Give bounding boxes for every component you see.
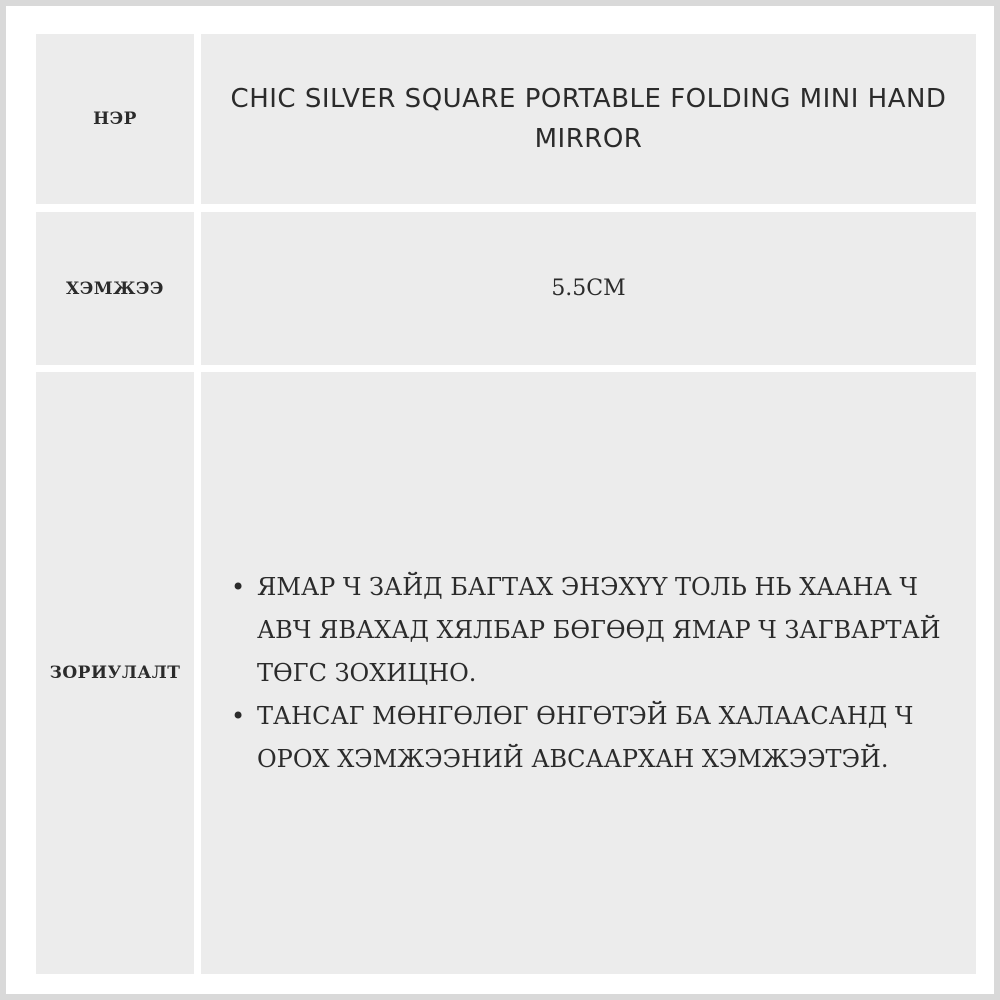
purpose-bullet-item: • ТАНСАГ МӨНГӨЛӨГ ӨНГӨТЭЙ БА ХАЛААСАНД Ч ОРОХ ХЭМЖЭЭНИЙ АВСААРХАН ХЭМЖЭЭТЭЙ. [257,695,962,781]
size-label-cell [36,212,194,365]
size-label: ХЭМЖЭЭ [66,278,164,299]
name-label: НЭР [93,109,137,129]
purpose-label: ЗОРИУЛАЛТ [49,663,181,683]
name-value: CHIC SILVER SQUARE PORTABLE FOLDING MINI HAND MIRROR [230,84,947,154]
purpose-bullet-item: • ЯМАР Ч ЗАЙД БАГТАХ ЭНЭХҮҮ ТОЛЬ НЬ ХААНА Ч АВЧ ЯВАХАД ХЯЛБАР БӨГӨӨД ЯМАР Ч ЗАГВАРТАЙ ТӨГС ЗОХИЦНО. [257,566,962,695]
size-value: 5.5CM [551,276,626,301]
purpose-bullet-list [201,566,976,781]
name-label-cell [36,34,194,204]
purpose-label-cell [36,372,194,974]
name-value-cell [201,34,976,204]
purpose-value-cell [201,372,976,974]
size-value-cell [201,212,976,365]
